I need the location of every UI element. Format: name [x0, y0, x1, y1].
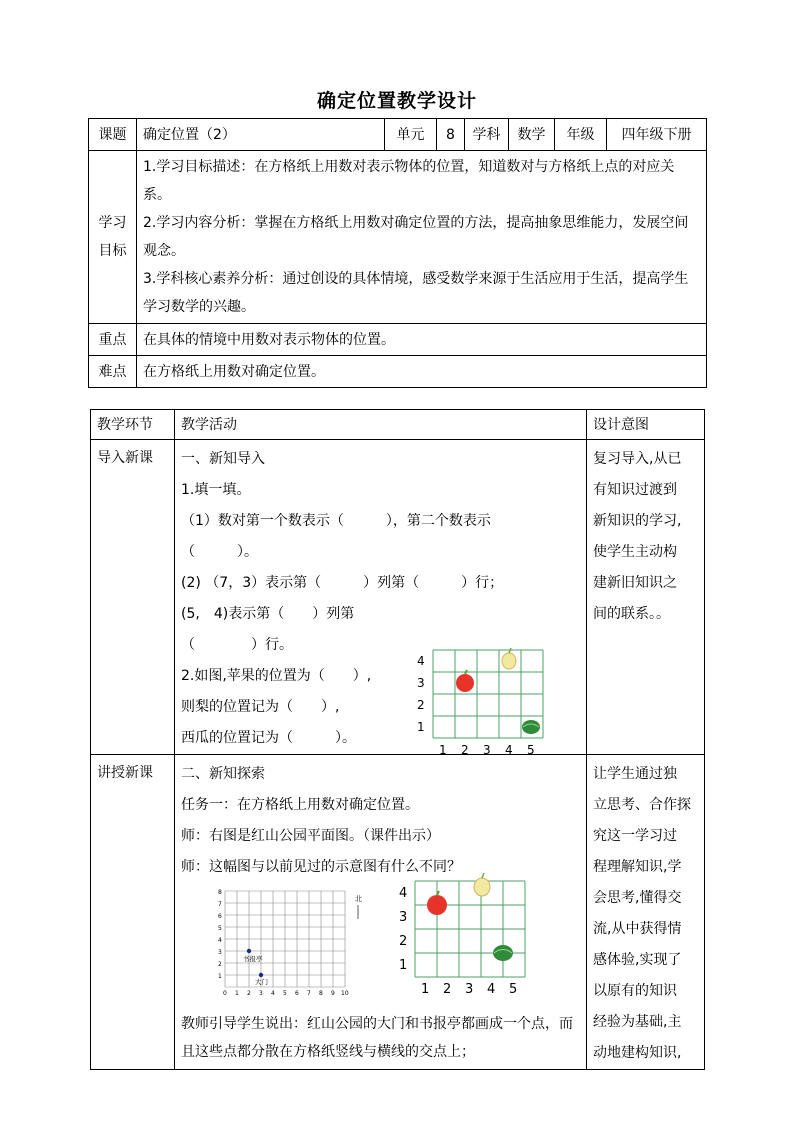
intro-line-10: 西瓜的位置记为（ ）。	[181, 730, 356, 746]
intent-new-line-7: 感体验,实现了	[593, 952, 682, 968]
kiosk-point	[247, 949, 251, 953]
park-x-tick-6: 6	[295, 990, 299, 995]
row2-label-1: 1	[399, 958, 408, 973]
gate-point	[259, 973, 263, 977]
objective-1: 1.学习目标描述：在方格纸上用数对表示物体的位置，知道数对与方格纸上点的对应关系。	[143, 159, 675, 203]
objectives-label-line-2: 目标	[98, 243, 127, 259]
activity-intro	[175, 440, 587, 755]
park-x-tick-8: 8	[319, 990, 323, 995]
teaching-plan-table	[90, 409, 705, 1070]
park-y-tick-7: 7	[218, 901, 222, 908]
grade-value: 四年级下册	[607, 119, 707, 151]
activity-new-lesson	[175, 755, 587, 1070]
park-y-tick-2: 2	[218, 961, 222, 968]
col2-label-4: 4	[487, 982, 496, 997]
intro-line-6: (5, 4)表示第（ ）列第	[181, 606, 355, 622]
row-label-2: 2	[417, 698, 425, 712]
header-stage: 教学环节	[91, 410, 175, 440]
park-x-tick-2: 2	[247, 990, 251, 995]
row-label-3: 3	[417, 676, 425, 690]
grade-label: 年级	[555, 119, 607, 151]
park-x-tick-1: 1	[235, 990, 239, 995]
park-y-tick-8: 8	[218, 889, 222, 896]
row-label-1: 1	[417, 720, 425, 734]
intent-intro	[587, 440, 705, 755]
intent-new-line-4: 程理解知识,学	[593, 859, 682, 875]
header-activity: 教学活动	[175, 410, 587, 440]
intent-intro-line-1: 复习导入,从已	[593, 451, 682, 467]
grid-lines-2	[415, 881, 525, 977]
objective-2: 2.学习内容分析：掌握在方格纸上用数对确定位置的方法，提高抽象思维能力，发展空间观念。	[143, 215, 689, 259]
new-line-2: 任务一：在方格纸上用数对确定位置。	[181, 797, 419, 813]
pear-icon	[502, 648, 516, 669]
stage-new-lesson: 讲授新课	[91, 755, 175, 1070]
document-title: 确定位置教学设计	[316, 90, 477, 112]
col2-label-3: 3	[465, 982, 474, 997]
park-y-tick-1: 1	[218, 973, 222, 980]
objectives-label-line-1: 学习	[98, 215, 127, 231]
park-y-tick-4: 4	[218, 937, 222, 944]
gate-label: 大门	[255, 978, 268, 986]
apple-icon-2	[427, 891, 447, 915]
intent-new-line-1: 让学生通过独	[593, 766, 677, 782]
park-x-tick-7: 7	[307, 990, 311, 995]
intro-line-9: 则梨的位置记为（ ）,	[181, 699, 340, 715]
intent-new-line-2: 立思考、合作探	[593, 797, 691, 813]
row-label-4: 4	[417, 654, 425, 668]
new-line-1: 二、新知探索	[181, 766, 265, 782]
intent-intro-line-6: 间的联系。。	[593, 606, 670, 622]
row2-label-2: 2	[399, 934, 408, 949]
park-x-tick-3: 3	[259, 990, 263, 995]
key-value: 在具体的情境中用数对表示物体的位置。	[137, 324, 707, 356]
intro-line-8: 2.如图,苹果的位置为（ ）,	[181, 668, 372, 684]
intro-line-5: (2) （7，3）表示第（ ）列第（ ）行；	[181, 575, 504, 591]
park-x-tick-0: 0	[223, 990, 227, 995]
objective-3: 3.学科核心素养分析：通过创设的具体情境，感受数学来源于生活应用于生活，提高学生学习数学的兴趣。	[143, 271, 689, 315]
intent-intro-line-2: 有知识过渡到	[593, 482, 677, 498]
intent-new-line-9: 经验为基础,主	[593, 1014, 682, 1030]
lesson-label: 课题	[89, 119, 137, 151]
intent-new-line-10: 动地建构知识,	[593, 1045, 682, 1061]
difficulty-label: 难点	[89, 356, 137, 388]
intent-intro-line-4: 使学生主动构	[593, 544, 677, 560]
park-x-tick-10: 10	[341, 990, 349, 995]
col2-label-1: 1	[421, 982, 430, 997]
watermelon-icon	[522, 720, 540, 734]
key-label: 重点	[89, 324, 137, 356]
fruit-grid-figure	[413, 646, 549, 758]
difficulty-value: 在方格纸上用数对确定位置。	[137, 356, 707, 388]
park-y-tick-5: 5	[218, 925, 222, 932]
unit-label: 单元	[385, 119, 437, 151]
intro-line-2: 1.填一填。	[181, 482, 251, 498]
row2-label-3: 3	[399, 910, 408, 925]
intent-new-line-5: 会思考,懂得交	[593, 890, 682, 906]
subject-value: 数学	[509, 119, 555, 151]
lesson-info-table	[88, 118, 707, 388]
intro-line-1: 一、新知导入	[181, 451, 265, 467]
intent-new-line-3: 究这一学习过	[593, 828, 677, 844]
intent-intro-line-3: 新知识的学习,	[593, 513, 682, 529]
unit-value: 8	[437, 119, 465, 151]
new-line-4: 师：这幅图与以前见过的示意图有什么不同？	[181, 859, 461, 875]
new-line-3: 师：右图是红山公园平面图。（课件出示）	[181, 828, 440, 844]
row2-label-4: 4	[399, 886, 408, 901]
intro-line-3: （1）数对第一个数表示（ ），第二个数表示	[181, 513, 491, 529]
park-x-tick-4: 4	[271, 990, 275, 995]
objectives-label	[89, 151, 137, 324]
stage-intro: 导入新课	[91, 440, 175, 755]
subject-label: 学科	[465, 119, 509, 151]
col2-label-5: 5	[509, 982, 518, 997]
park-y-tick-3: 3	[218, 949, 222, 956]
watermelon-icon-2	[493, 945, 513, 961]
header-intent: 设计意图	[587, 410, 705, 440]
park-grid-lines	[225, 891, 345, 987]
apple-icon	[456, 670, 474, 692]
park-map-figure	[215, 883, 365, 995]
fruit-grid-figure-2	[395, 873, 531, 997]
pear-icon-2	[474, 873, 490, 896]
north-label: 北	[355, 895, 362, 903]
kiosk-label: 书报亭	[243, 955, 263, 963]
park-x-tick-9: 9	[331, 990, 335, 995]
lesson-value: 确定位置（2）	[137, 119, 385, 151]
col-label-5: 5	[527, 743, 535, 757]
col2-label-2: 2	[443, 982, 452, 997]
intent-new-line-8: 以原有的知识	[593, 983, 677, 999]
intent-new-lesson	[587, 755, 705, 1070]
park-x-tick-5: 5	[283, 990, 287, 995]
col-label-4: 4	[505, 743, 513, 757]
col-label-2: 2	[461, 743, 469, 757]
col-label-1: 1	[439, 743, 447, 757]
col-label-3: 3	[483, 743, 491, 757]
park-y-tick-6: 6	[218, 913, 222, 920]
intro-line-7: （ ）行。	[181, 637, 293, 653]
guidance-paragraph: 教师引导学生说出：红山公园的大门和书报亭都画成一个点，而且这些点都分散在方格纸竖线与横线的交点上；	[181, 1016, 573, 1060]
intent-intro-line-5: 建新旧知识之	[593, 575, 677, 591]
objectives-cell	[137, 151, 707, 324]
intro-line-4: （ ）。	[181, 544, 258, 560]
intent-new-line-6: 流,从中获得情	[593, 921, 682, 937]
